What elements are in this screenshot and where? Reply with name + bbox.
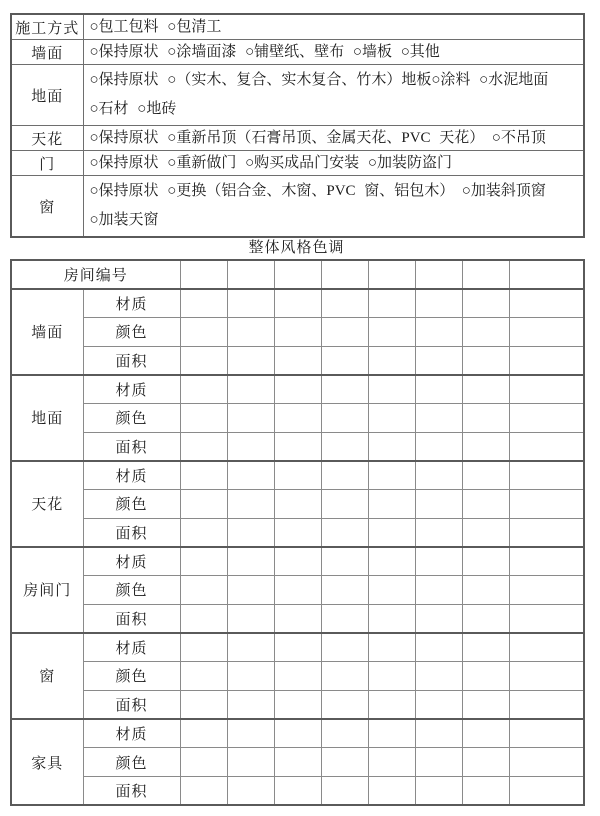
- data-cell: [321, 403, 368, 432]
- data-cell: [180, 662, 227, 691]
- group-label: 地面: [11, 375, 83, 461]
- room-style-table: [10, 259, 585, 806]
- attribute-row: [11, 776, 584, 805]
- data-cell: [274, 776, 321, 805]
- data-cell: [180, 260, 227, 289]
- data-cell: [180, 604, 227, 633]
- data-cell: [368, 461, 415, 490]
- data-cell: [321, 432, 368, 461]
- data-cell: [368, 748, 415, 777]
- data-cell: [509, 432, 584, 461]
- data-cell: [415, 346, 462, 375]
- section-title: 整体风格色调: [248, 240, 345, 256]
- group-label: 房间门: [11, 547, 83, 633]
- options-line: ○保持原状 ○重新吊顶（石膏吊顶、金属天花、PVC 天花） ○不吊顶: [89, 130, 546, 146]
- data-cell: [368, 576, 415, 605]
- data-cell: [462, 375, 509, 404]
- data-cell: [274, 375, 321, 404]
- data-cell: [368, 432, 415, 461]
- data-cell: [227, 490, 274, 519]
- data-cell: [462, 346, 509, 375]
- data-cell: [368, 518, 415, 547]
- data-cell: [368, 317, 415, 346]
- data-cell: [321, 633, 368, 662]
- data-cell: [368, 719, 415, 748]
- data-cell: [462, 576, 509, 605]
- data-cell: [321, 260, 368, 289]
- option-row: [11, 126, 584, 151]
- data-cell: [415, 461, 462, 490]
- data-cell: [415, 432, 462, 461]
- data-cell: [274, 604, 321, 633]
- data-cell: [415, 576, 462, 605]
- data-cell: [462, 662, 509, 691]
- data-cell: [180, 346, 227, 375]
- data-cell: [274, 518, 321, 547]
- data-cell: [274, 719, 321, 748]
- data-cell: [227, 346, 274, 375]
- attribute-row: [11, 662, 584, 691]
- data-cell: [509, 289, 584, 318]
- data-cell: [180, 547, 227, 576]
- data-cell: [180, 576, 227, 605]
- data-cell: [368, 547, 415, 576]
- row-header-label: 地面: [11, 65, 83, 126]
- data-cell: [415, 518, 462, 547]
- data-cell: [180, 375, 227, 404]
- data-cell: [509, 576, 584, 605]
- sub-row-label: 颜色: [83, 576, 180, 605]
- data-cell: [509, 776, 584, 805]
- row-header-label: 施工方式: [11, 14, 83, 40]
- options-line: ○保持原状 ○重新做门 ○购买成品门安装 ○加装防盗门: [89, 155, 452, 171]
- construction-options-body: [11, 14, 584, 237]
- attribute-row: [11, 317, 584, 346]
- sub-row-label: 材质: [83, 289, 180, 318]
- data-cell: [274, 461, 321, 490]
- data-cell: [180, 690, 227, 719]
- data-cell: [227, 317, 274, 346]
- data-cell: [227, 633, 274, 662]
- data-cell: [368, 662, 415, 691]
- sub-row-label: 面积: [83, 690, 180, 719]
- data-cell: [462, 719, 509, 748]
- data-cell: [368, 289, 415, 318]
- data-cell: [509, 604, 584, 633]
- attribute-row: [11, 346, 584, 375]
- row-options-cell: [83, 14, 584, 40]
- data-cell: [415, 748, 462, 777]
- data-cell: [180, 518, 227, 547]
- data-cell: [415, 490, 462, 519]
- row-header-label: 天花: [11, 126, 83, 151]
- sub-row-label: 颜色: [83, 662, 180, 691]
- option-row: [11, 40, 584, 65]
- sub-row-label: 颜色: [83, 748, 180, 777]
- group-label: 家具: [11, 719, 83, 805]
- sub-row-label: 材质: [83, 719, 180, 748]
- data-cell: [274, 633, 321, 662]
- room-number-label: 房间编号: [11, 260, 180, 289]
- options-line: ○保持原状 ○（实木、复合、实木复合、竹木）地板○涂料 ○水泥地面: [89, 72, 549, 88]
- construction-options-table: [10, 13, 585, 238]
- data-cell: [415, 547, 462, 576]
- data-cell: [180, 633, 227, 662]
- options-line: ○保持原状 ○更换（铝合金、木窗、PVC 窗、铝包木） ○加装斜顶窗: [89, 183, 546, 199]
- data-cell: [415, 260, 462, 289]
- data-cell: [274, 289, 321, 318]
- data-cell: [227, 547, 274, 576]
- data-cell: [462, 260, 509, 289]
- data-cell: [227, 604, 274, 633]
- data-cell: [321, 547, 368, 576]
- data-cell: [509, 633, 584, 662]
- data-cell: [462, 748, 509, 777]
- data-cell: [462, 633, 509, 662]
- data-cell: [509, 547, 584, 576]
- attribute-row: [11, 604, 584, 633]
- data-cell: [274, 403, 321, 432]
- attribute-row: [11, 403, 584, 432]
- data-cell: [509, 662, 584, 691]
- data-cell: [321, 289, 368, 318]
- data-cell: [415, 719, 462, 748]
- data-cell: [415, 289, 462, 318]
- data-cell: [274, 260, 321, 289]
- row-options-cell: [83, 40, 584, 65]
- data-cell: [274, 748, 321, 777]
- group-label: 天花: [11, 461, 83, 547]
- sub-row-label: 面积: [83, 604, 180, 633]
- attribute-row: [11, 289, 584, 318]
- option-row: [11, 176, 584, 238]
- option-row: [11, 151, 584, 176]
- data-cell: [462, 547, 509, 576]
- sub-row-label: 面积: [83, 432, 180, 461]
- data-cell: [321, 346, 368, 375]
- data-cell: [509, 403, 584, 432]
- attribute-row: [11, 633, 584, 662]
- data-cell: [415, 776, 462, 805]
- data-cell: [415, 662, 462, 691]
- data-cell: [227, 289, 274, 318]
- data-cell: [415, 690, 462, 719]
- data-cell: [227, 776, 274, 805]
- data-cell: [415, 633, 462, 662]
- sub-row-label: 面积: [83, 518, 180, 547]
- data-cell: [180, 490, 227, 519]
- data-cell: [368, 633, 415, 662]
- sub-row-label: 颜色: [83, 490, 180, 519]
- attribute-row: [11, 576, 584, 605]
- options-line: ○保持原状 ○涂墙面漆 ○铺壁纸、壁布 ○墙板 ○其他: [89, 44, 440, 60]
- data-cell: [368, 375, 415, 404]
- attribute-row: [11, 490, 584, 519]
- data-cell: [227, 518, 274, 547]
- data-cell: [321, 748, 368, 777]
- data-cell: [368, 346, 415, 375]
- options-line: ○加装天窗: [89, 212, 159, 228]
- sub-row-label: 颜色: [83, 317, 180, 346]
- data-cell: [180, 776, 227, 805]
- data-cell: [368, 776, 415, 805]
- data-cell: [274, 317, 321, 346]
- options-line: ○石材 ○地砖: [89, 101, 177, 117]
- data-cell: [509, 748, 584, 777]
- data-cell: [321, 317, 368, 346]
- data-cell: [462, 461, 509, 490]
- data-cell: [180, 748, 227, 777]
- data-cell: [227, 403, 274, 432]
- group-label: 窗: [11, 633, 83, 719]
- data-cell: [462, 604, 509, 633]
- data-cell: [321, 518, 368, 547]
- data-cell: [509, 719, 584, 748]
- data-cell: [509, 317, 584, 346]
- sub-row-label: 面积: [83, 346, 180, 375]
- data-cell: [462, 403, 509, 432]
- data-cell: [415, 604, 462, 633]
- data-cell: [321, 461, 368, 490]
- attribute-row: [11, 690, 584, 719]
- data-cell: [321, 375, 368, 404]
- data-cell: [274, 490, 321, 519]
- data-cell: [368, 260, 415, 289]
- row-options-cell: [83, 151, 584, 176]
- row-header-label: 窗: [11, 176, 83, 238]
- data-cell: [415, 317, 462, 346]
- data-cell: [227, 375, 274, 404]
- attribute-row: [11, 748, 584, 777]
- data-cell: [509, 260, 584, 289]
- data-cell: [274, 576, 321, 605]
- data-cell: [274, 547, 321, 576]
- sub-row-label: 材质: [83, 547, 180, 576]
- data-cell: [368, 403, 415, 432]
- data-cell: [227, 662, 274, 691]
- data-cell: [509, 690, 584, 719]
- data-cell: [321, 690, 368, 719]
- option-row: [11, 65, 584, 126]
- data-cell: [274, 346, 321, 375]
- data-cell: [321, 604, 368, 633]
- data-cell: [415, 375, 462, 404]
- data-cell: [368, 604, 415, 633]
- data-cell: [321, 576, 368, 605]
- attribute-row: [11, 461, 584, 490]
- data-cell: [227, 748, 274, 777]
- data-cell: [462, 776, 509, 805]
- data-cell: [180, 289, 227, 318]
- data-cell: [509, 518, 584, 547]
- data-cell: [321, 662, 368, 691]
- attribute-row: [11, 719, 584, 748]
- data-cell: [227, 260, 274, 289]
- data-cell: [462, 518, 509, 547]
- row-header-label: 墙面: [11, 40, 83, 65]
- data-cell: [509, 490, 584, 519]
- data-cell: [462, 690, 509, 719]
- data-cell: [321, 490, 368, 519]
- data-cell: [509, 346, 584, 375]
- data-cell: [462, 490, 509, 519]
- data-cell: [180, 403, 227, 432]
- data-cell: [462, 317, 509, 346]
- attribute-row: [11, 547, 584, 576]
- attribute-row: [11, 375, 584, 404]
- data-cell: [274, 662, 321, 691]
- sub-row-label: 材质: [83, 375, 180, 404]
- data-cell: [227, 432, 274, 461]
- data-cell: [227, 461, 274, 490]
- group-label: 墙面: [11, 289, 83, 375]
- data-cell: [462, 432, 509, 461]
- data-cell: [321, 776, 368, 805]
- data-cell: [227, 576, 274, 605]
- attribute-row: [11, 432, 584, 461]
- data-cell: [227, 719, 274, 748]
- data-cell: [509, 375, 584, 404]
- sub-row-label: 材质: [83, 633, 180, 662]
- sub-row-label: 颜色: [83, 403, 180, 432]
- data-cell: [321, 719, 368, 748]
- options-line: ○包工包料 ○包清工: [89, 19, 222, 35]
- sub-row-label: 材质: [83, 461, 180, 490]
- data-cell: [415, 403, 462, 432]
- data-cell: [462, 289, 509, 318]
- row-options-cell: [83, 126, 584, 151]
- data-cell: [180, 719, 227, 748]
- data-cell: [509, 461, 584, 490]
- room-number-row: [11, 260, 584, 289]
- data-cell: [180, 317, 227, 346]
- data-cell: [180, 461, 227, 490]
- data-cell: [368, 690, 415, 719]
- option-row: [11, 14, 584, 40]
- data-cell: [274, 432, 321, 461]
- row-options-cell: [83, 65, 584, 126]
- data-cell: [180, 432, 227, 461]
- data-cell: [274, 690, 321, 719]
- data-cell: [227, 690, 274, 719]
- row-options-cell: [83, 176, 584, 238]
- attribute-row: [11, 518, 584, 547]
- sub-row-label: 面积: [83, 776, 180, 805]
- data-cell: [368, 490, 415, 519]
- row-header-label: 门: [11, 151, 83, 176]
- room-style-body: [11, 260, 584, 805]
